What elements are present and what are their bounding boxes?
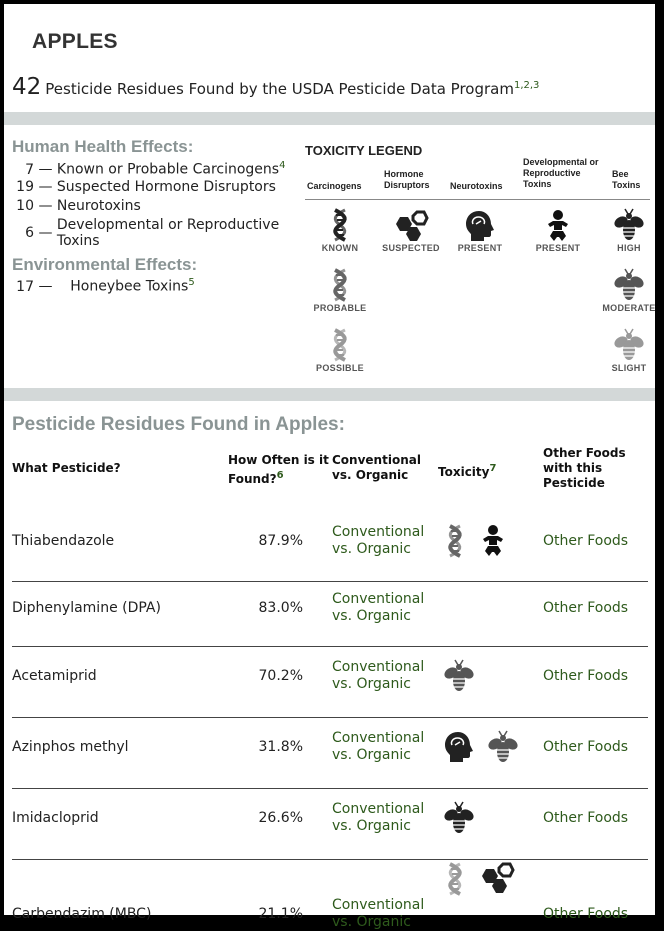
legend-header-bee: Bee Toxins [612, 169, 641, 190]
human_health-items-0-footnote[interactable]: 4 [279, 160, 286, 171]
effect-developmental [4, 217, 279, 249]
baby-icon [523, 206, 593, 242]
page [4, 4, 656, 930]
row-divider [12, 717, 648, 718]
legend-item-label: SLIGHT [611, 363, 647, 373]
bee-icon [444, 659, 474, 693]
legend-item [305, 326, 375, 373]
bee-icon [594, 266, 664, 302]
toxicity-icons [444, 524, 506, 558]
toxicity-icons [444, 862, 514, 896]
human_health-items-0-count: 7 [25, 161, 34, 178]
other-foods-link[interactable]: Other Foods [543, 906, 629, 922]
residue-count: 42 [12, 74, 42, 100]
legend-item [305, 206, 375, 253]
dna-icon [305, 266, 375, 302]
detection-percent: 21.1% [258, 906, 303, 922]
human_health-items-3-label: Developmental or Reproductive [56, 217, 280, 233]
effect-carcinogens: 7 — Known or Probable Carcinogens$^4$ [4, 160, 285, 178]
pesticide-name: Azinphos methyl [12, 739, 129, 755]
pesticide-name: Imidacloprid [12, 810, 99, 826]
human_health-items-1-label: Suspected Hormone Disruptors [56, 179, 276, 195]
legend-item [305, 266, 375, 313]
hexagons-icon [376, 206, 446, 242]
conventional-vs-organic-link[interactable] [332, 730, 424, 764]
hexagons-icon [480, 864, 514, 894]
other-foods-link[interactable]: Other Foods [543, 600, 629, 616]
text: — [34, 225, 53, 241]
legend-header-neurotoxins: Neurotoxins [450, 181, 503, 191]
detection-percent: 87.9% [258, 533, 303, 549]
legend-item-label: PRESENT [535, 243, 581, 253]
conv-line2: vs. Organic [332, 747, 411, 763]
other-foods-link[interactable]: Other Foods [543, 810, 629, 826]
conv-line1: Conventional [332, 801, 425, 817]
legend-item-label: PRESENT [457, 243, 503, 253]
toxicity-legend-title: TOXICITY LEGEND [305, 143, 423, 158]
human_health-items-3-count: 6 [25, 225, 34, 241]
legend-item-label: PROBABLE [313, 303, 367, 313]
table-headers-tox_fn[interactable]: 7 [489, 463, 497, 474]
conv-line2: vs. Organic [332, 914, 411, 930]
environmental-heading: Environmental Effects: [12, 255, 198, 274]
legend-item [594, 326, 664, 373]
col-header-conv: Conventional vs. Organic [332, 453, 421, 482]
text [57, 217, 279, 249]
col-header-other: Other Foods with this Pesticide [543, 446, 626, 490]
col-header-often [228, 453, 333, 487]
conventional-vs-organic-link[interactable] [332, 524, 424, 558]
row-divider [12, 859, 648, 860]
conventional-vs-organic-link[interactable] [332, 801, 424, 835]
detection-percent: 31.8% [258, 739, 303, 755]
other-foods-link[interactable]: Other Foods [543, 668, 629, 684]
legend-item-label: HIGH [617, 243, 641, 253]
environmental-items-0-footnote[interactable]: 5 [188, 277, 195, 288]
table-headers-tox: Toxicity [438, 465, 490, 479]
human_health-items-0-label: Known or Probable Carcinogens [56, 161, 280, 178]
legend-header-hormone: Hormone Disruptors [384, 169, 430, 190]
dna-icon [305, 206, 375, 242]
conv-line1: Conventional [332, 897, 425, 913]
conv-line2: vs. Organic [332, 676, 411, 692]
row-divider [12, 788, 648, 789]
bee-icon [488, 730, 518, 764]
conv-line1: Conventional [332, 730, 425, 746]
bee-icon [594, 326, 664, 362]
pesticide-name: Thiabendazole [12, 533, 115, 549]
pesticide-name: Acetamiprid [12, 668, 97, 684]
toxicity-icons [444, 659, 474, 693]
conv-line1: Conventional [332, 524, 425, 540]
detection-percent: 26.6% [258, 810, 303, 826]
legend-item-label: POSSIBLE [316, 363, 364, 373]
dna-icon [305, 326, 375, 362]
detection-percent: 83.0% [258, 600, 303, 616]
bee-icon [444, 801, 474, 835]
legend-header-developmental: Developmental or Reproductive Toxins [523, 157, 599, 189]
effect-neurotoxins: 10 — Neurotoxins [4, 198, 141, 214]
toxicity-icons [444, 801, 474, 835]
legend-item [445, 206, 515, 253]
table-headers-often: How Often is it Found? [228, 453, 329, 486]
table-heading: Pesticide Residues Found in Apples: [12, 414, 345, 435]
conventional-vs-organic-link[interactable] [332, 659, 424, 693]
legend-item [523, 206, 593, 253]
headline-footnotes[interactable]: 1,2,3 [513, 80, 540, 91]
other-foods-link[interactable]: Other Foods [543, 739, 629, 755]
bee-icon [594, 206, 664, 242]
effect-hormone: 19 — Suspected Hormone Disruptors [4, 179, 276, 195]
dna-icon [444, 862, 466, 896]
human_health-items-1-count: 19 [16, 179, 34, 195]
legend-header-carcinogens: Carcinogens [307, 181, 362, 191]
head-icon [444, 731, 474, 763]
conv-line2: vs. Organic [332, 541, 411, 557]
detection-percent: 70.2% [258, 668, 303, 684]
legend-item [594, 206, 664, 253]
dna-icon [444, 524, 466, 558]
row-divider [12, 581, 648, 582]
human-health-heading: Human Health Effects: [12, 137, 194, 156]
pesticide-name: Diphenylamine (DPA) [12, 600, 161, 616]
baby-icon [480, 525, 506, 557]
legend-item-label: SUSPECTED [382, 243, 440, 253]
row-divider [12, 646, 648, 647]
legend-item [376, 206, 446, 253]
conv-line1: Conventional [332, 659, 425, 675]
legend-item [594, 266, 664, 313]
legend-item-label: MODERATE [602, 303, 656, 313]
human_health-items-2-label: Neurotoxins [56, 198, 141, 214]
col-header-toxicity [438, 461, 496, 480]
effect-honeybee: 17 — Honeybee Toxins$^5$ [4, 277, 195, 295]
conv-line1: Conventional [332, 591, 425, 607]
conventional-vs-organic-link[interactable] [332, 897, 424, 931]
residue-headline [12, 74, 539, 100]
other-foods-link[interactable]: Other Foods [543, 533, 629, 549]
environmental-items-0-count: 17 [16, 278, 34, 295]
col-header-pesticide: What Pesticide? [12, 461, 121, 475]
environmental-items-0-label: Honeybee Toxins [70, 278, 189, 295]
legend-rule [305, 199, 650, 200]
human_health-items-3-label2: Toxins [56, 233, 100, 249]
divider-bar [4, 388, 655, 401]
head-icon [445, 206, 515, 242]
conventional-vs-organic-link[interactable] [332, 591, 424, 625]
conv-line2: vs. Organic [332, 818, 411, 834]
toxicity-icons [444, 730, 518, 764]
conv-line2: vs. Organic [332, 608, 411, 624]
divider-bar [4, 112, 655, 125]
pesticide-name: Carbendazim (MBC) [12, 906, 152, 922]
table-headers-often_fn[interactable]: 6 [276, 470, 284, 481]
headline-text: Pesticide Residues Found by the USDA Pesticide Data Program [45, 80, 514, 98]
human_health-items-2-count: 10 [16, 198, 34, 214]
legend-item-label: KNOWN [321, 243, 359, 253]
page-title: APPLES [32, 30, 118, 53]
